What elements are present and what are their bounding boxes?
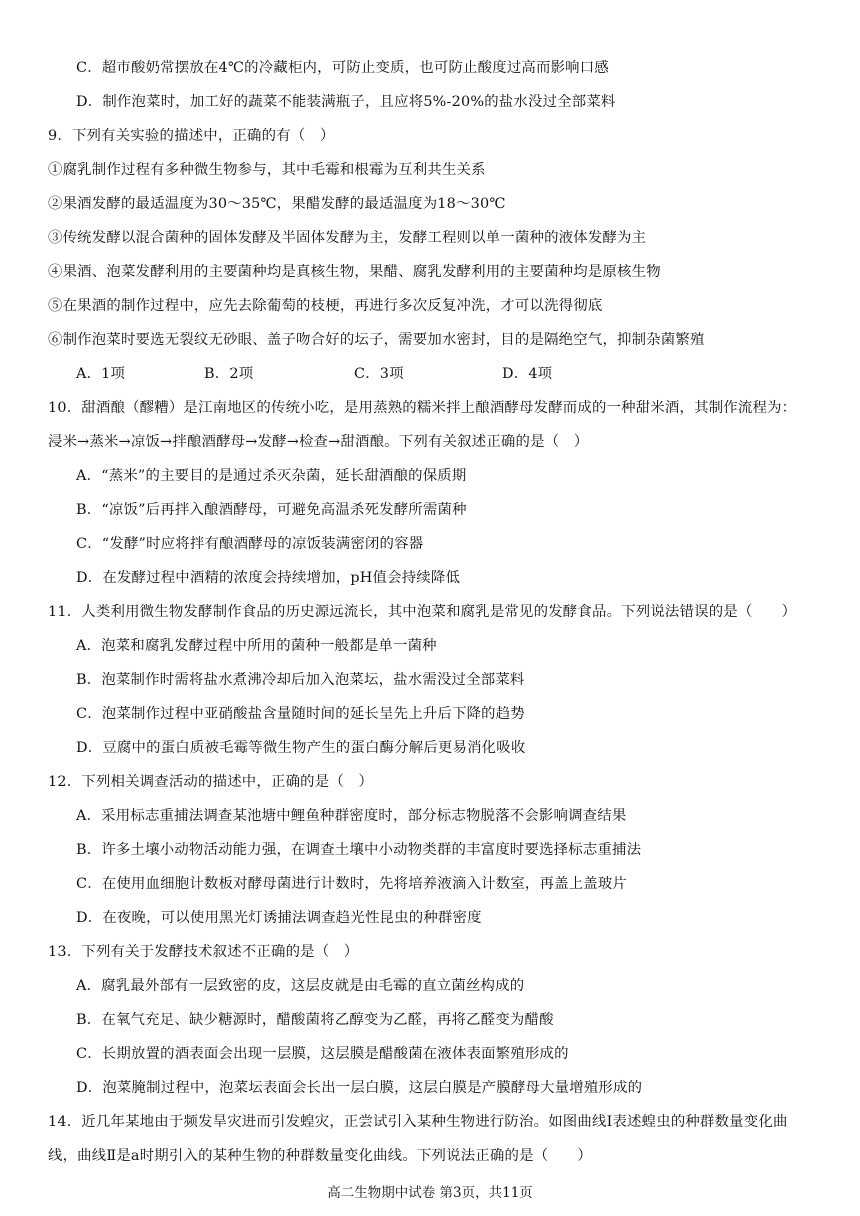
q11-option-a: A．泡菜和腐乳发酵过程中所用的菌种一般都是单一菌种: [76, 638, 437, 654]
q9-option-b: B．2项: [204, 366, 254, 382]
q9-statement-5: ⑤在果酒的制作过程中，应先去除葡萄的枝梗，再进行多次反复冲洗，才可以洗得彻底: [48, 298, 603, 314]
q10-stem-cont: 浸米→蒸米→凉饭→拌酿酒酵母→发酵→检查→甜酒酿。下列有关叙述正确的是（ ）: [48, 434, 589, 450]
q9-statement-4: ④果酒、泡菜发酵利用的主要菌种均是真核生物，果醋、腐乳发酵利用的主要菌种均是原核生物: [48, 264, 661, 280]
q10-option-d: D．在发酵过程中酒精的浓度会持续增加，pH值会持续降低: [76, 570, 461, 586]
page-footer: 高二生物期中试卷 第3页，共11页: [327, 1185, 533, 1201]
q10-stem: 10．甜酒酿（醪糟）是江南地区的传统小吃，是用蒸熟的糯米拌上酿酒酵母发酵而成的一种甜米酒，其制作流程为：: [48, 400, 797, 416]
q13-stem: 13．下列有关于发酵技术叙述不正确的是（ ）: [48, 944, 359, 960]
q9-statement-3: ③传统发酵以混合菌种的固体发酵及半固体发酵为主，发酵工程则以单一菌种的液体发酵为主: [48, 230, 647, 246]
q12-option-a: A．采用标志重捕法调查某池塘中鲤鱼种群密度时，部分标志物脱落不会影响调查结果: [76, 808, 627, 824]
q9-option-c: C．3项: [354, 366, 404, 382]
q14-stem-cont: 线，曲线Ⅱ是a时期引入的某种生物的种群数量变化曲线。下列说法正确的是（ ）: [48, 1148, 593, 1164]
q9-option-a: A．1项: [76, 366, 126, 382]
q9-stem: 9．下列有关实验的描述中，正确的有（ ）: [48, 128, 335, 144]
q13-option-c: C．长期放置的酒表面会出现一层膜，这层膜是醋酸菌在液体表面繁殖形成的: [76, 1046, 569, 1062]
q10-option-c: C．“发酵”时应将拌有酿酒酵母的凉饭装满密闭的容器: [76, 536, 424, 552]
q11-option-d: D．豆腐中的蛋白质被毛霉等微生物产生的蛋白酶分解后更易消化吸收: [76, 740, 526, 756]
q12-option-b: B．许多土壤小动物活动能力强，在调查土壤中小动物类群的丰富度时要选择标志重捕法: [76, 842, 642, 858]
q8-option-c: C．超市酸奶常摆放在4℃的冷藏柜内，可防止变质，也可防止酸度过高而影响口感: [76, 60, 609, 76]
q10-option-a: A．“蒸米”的主要目的是通过杀灭杂菌，延长甜酒酿的保质期: [76, 468, 467, 484]
q9-statement-2: ②果酒发酵的最适温度为30～35℃，果醋发酵的最适温度为18～30℃: [48, 196, 506, 212]
q13-option-a: A．腐乳最外部有一层致密的皮，这层皮就是由毛霉的直立菌丝构成的: [76, 978, 525, 994]
q9-statement-1: ①腐乳制作过程有多种微生物参与，其中毛霉和根霉为互利共生关系: [48, 162, 486, 178]
q14-stem: 14．近几年某地由于频发旱灾进而引发蝗灾，正尝试引入某种生物进行防治。如图曲线Ⅰ表述蝗虫的种群数量变化曲: [48, 1114, 788, 1130]
q9-option-d: D．4项: [502, 366, 553, 382]
q10-option-b: B．“凉饭”后再拌入酿酒酵母，可避免高温杀死发酵所需菌种: [76, 502, 467, 518]
q8-option-d: D．制作泡菜时，加工好的蔬菜不能装满瓶子，且应将5%-20%的盐水没过全部菜料: [76, 94, 616, 110]
q13-option-d: D．泡菜腌制过程中，泡菜坛表面会长出一层白膜，这层白膜是产膜酵母大量增殖形成的: [76, 1080, 643, 1096]
q12-stem: 12．下列相关调查活动的描述中，正确的是（ ）: [48, 774, 374, 790]
q12-option-c: C．在使用血细胞计数板对酵母菌进行计数时，先将培养液滴入计数室，再盖上盖玻片: [76, 876, 628, 892]
q13-option-b: B．在氧气充足、缺少糖源时，醋酸菌将乙醇变为乙醛，再将乙醛变为醋酸: [76, 1012, 554, 1028]
q11-stem: 11．人类利用微生物发酵制作食品的历史源远流长，其中泡菜和腐乳是常见的发酵食品。下列说法错误的是（ ）: [48, 604, 797, 620]
q11-option-b: B．泡菜制作时需将盐水煮沸冷却后加入泡菜坛，盐水需没过全部菜料: [76, 672, 525, 688]
q12-option-d: D．在夜晚，可以使用黑光灯诱捕法调查趋光性昆虫的种群密度: [76, 910, 482, 926]
q11-option-c: C．泡菜制作过程中亚硝酸盐含量随时间的延长呈先上升后下降的趋势: [76, 706, 525, 722]
q9-statement-6: ⑥制作泡菜时要选无裂纹无砂眼、盖子吻合好的坛子，需要加水密封，目的是隔绝空气，抑制杂菌繁殖: [48, 332, 705, 348]
